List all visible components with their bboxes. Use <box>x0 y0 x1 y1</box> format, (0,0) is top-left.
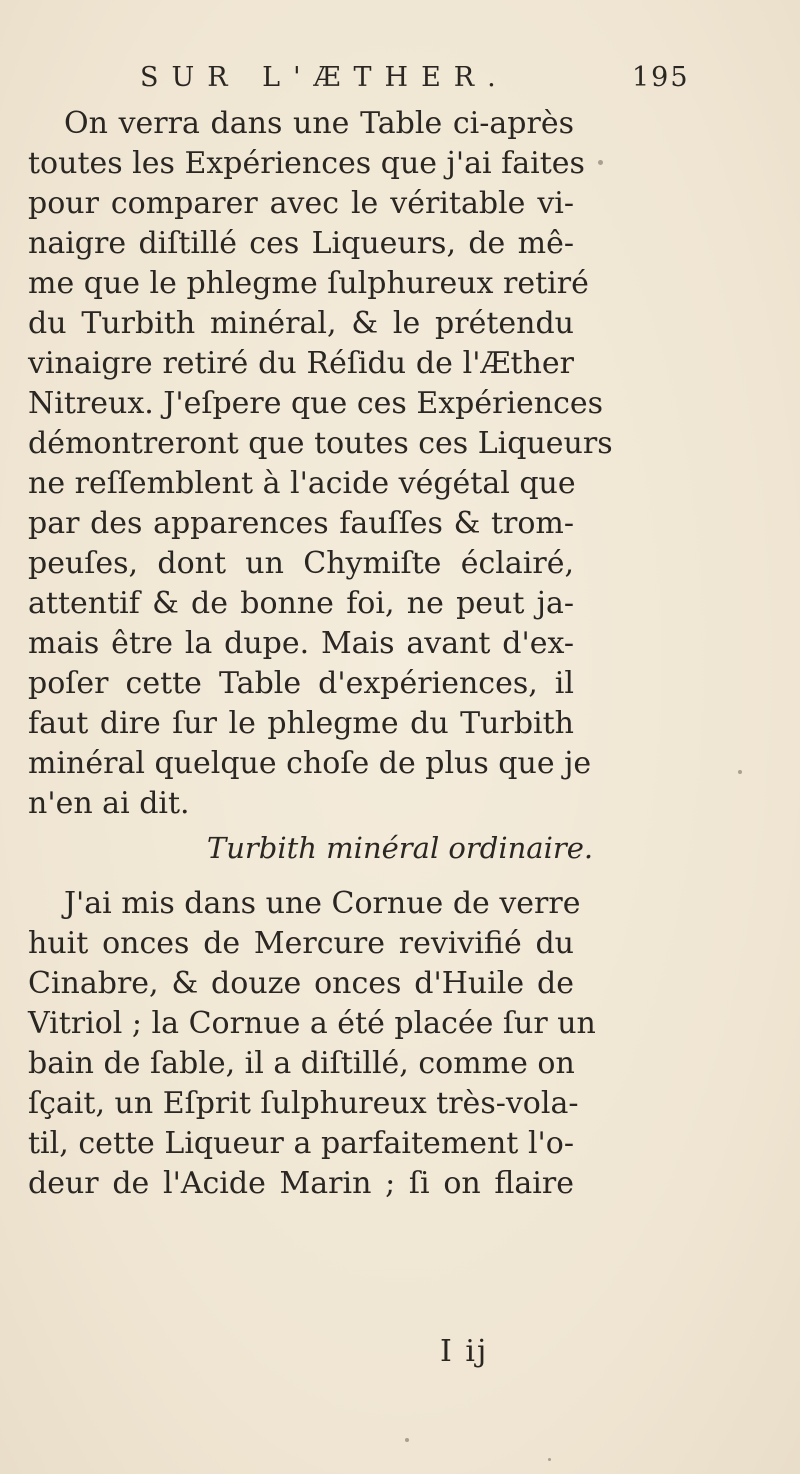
text-line: du Turbith minéral, & le prétendu <box>28 306 574 341</box>
paper-speck <box>598 160 603 165</box>
paragraph-2 <box>28 884 596 1204</box>
paragraph-1 <box>28 104 613 824</box>
text-line: démontreront que toutes ces Liqueurs <box>28 426 613 461</box>
paper-speck <box>405 1438 409 1442</box>
text-line: mais être la dupe. Mais avant d'ex- <box>28 626 574 661</box>
text-line: attentif & de bonne foi, ne peut ja- <box>28 586 574 621</box>
section-title: Turbith minéral ordinaire. <box>206 831 594 865</box>
text-line: Vitriol ; la Cornue a été placée ſur un <box>28 1006 596 1041</box>
text-line: J'ai mis dans une Cornue de verre <box>64 886 581 921</box>
text-line: par des apparences fauſſes & trom- <box>28 506 574 541</box>
text-line: pour comparer avec le véritable vi- <box>28 186 574 221</box>
text-line: n'en ai dit. <box>28 786 190 821</box>
text-line: til, cette Liqueur a parfaitement l'o- <box>28 1126 574 1161</box>
page-number: 195 <box>632 62 690 93</box>
text-line: poſer cette Table d'expériences, il <box>28 666 574 701</box>
text-line: minéral quelque choſe de plus que je <box>28 746 592 781</box>
paper-speck <box>548 1458 551 1461</box>
text-line: On verra dans une Table ci-après <box>64 106 574 141</box>
text-line: vinaigre retiré du Réſidu de l'Æther <box>28 346 574 381</box>
running-header <box>140 62 690 102</box>
text-line: Nitreux. J'eſpere que ces Expériences <box>28 386 604 421</box>
text-line: huit onces de Mercure revivifié du <box>28 926 574 961</box>
text-line: peuſes, dont un Chymiſte éclairé, <box>28 546 574 581</box>
paper-speck <box>738 770 742 774</box>
text-line: Cinabre, & douze onces d'Huile de <box>28 966 574 1001</box>
text-line: toutes les Expériences que j'ai faites <box>28 146 585 181</box>
text-line: naigre diſtillé ces Liqueurs, de mê- <box>28 226 574 261</box>
text-line: bain de ſable, il a diſtillé, comme on <box>28 1046 575 1081</box>
text-line: deur de l'Acide Marin ; ſi on flaire <box>28 1166 574 1201</box>
text-line: me que le phlegme ſulphureux retiré <box>28 266 589 301</box>
text-line: ne reſſemblent à l'acide végétal que <box>28 466 576 501</box>
text-line: ſçait, un Eſprit ſulphureux très-vola- <box>28 1086 579 1121</box>
signature-mark: I ij <box>440 1334 489 1369</box>
running-title: SUR L'ÆTHER. <box>140 62 509 93</box>
text-line: faut dire ſur le phlegme du Turbith <box>28 706 574 741</box>
